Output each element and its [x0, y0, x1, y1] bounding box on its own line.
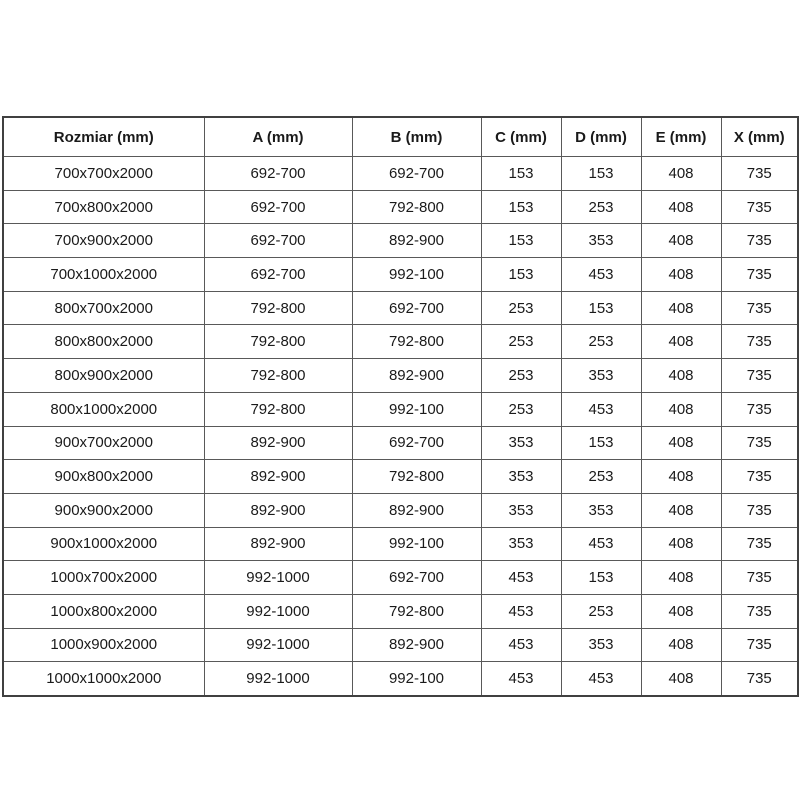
table-cell: 408: [641, 460, 721, 494]
table-cell: 735: [721, 291, 798, 325]
table-cell: 892-900: [352, 224, 481, 258]
table-cell: 792-800: [352, 325, 481, 359]
table-cell: 892-900: [204, 527, 352, 561]
column-header: A (mm): [204, 117, 352, 157]
table-cell: 692-700: [204, 157, 352, 191]
table-cell: 153: [561, 561, 641, 595]
table-cell: 1000x1000x2000: [3, 662, 204, 696]
table-cell: 353: [561, 359, 641, 393]
table-header: [3, 117, 798, 157]
table-cell: 735: [721, 426, 798, 460]
table-cell: 700x900x2000: [3, 224, 204, 258]
table-cell: 692-700: [204, 224, 352, 258]
table-cell: 408: [641, 359, 721, 393]
table-cell: 735: [721, 493, 798, 527]
table-cell: 735: [721, 527, 798, 561]
table-row: [3, 190, 798, 224]
table-row: [3, 628, 798, 662]
table-cell: 692-700: [352, 157, 481, 191]
table-cell: 992-100: [352, 258, 481, 292]
table-cell: 253: [561, 325, 641, 359]
table-cell: 735: [721, 325, 798, 359]
table-cell: 992-1000: [204, 662, 352, 696]
table-cell: 792-800: [204, 325, 352, 359]
column-header: E (mm): [641, 117, 721, 157]
table-cell: 408: [641, 594, 721, 628]
table-cell: 353: [561, 628, 641, 662]
table-cell: 353: [561, 493, 641, 527]
table-cell: 692-700: [204, 258, 352, 292]
table-cell: 900x900x2000: [3, 493, 204, 527]
table-cell: 992-100: [352, 527, 481, 561]
table-cell: 692-700: [352, 291, 481, 325]
column-header: X (mm): [721, 117, 798, 157]
table-cell: 800x1000x2000: [3, 392, 204, 426]
table-body: [3, 157, 798, 697]
column-header: Rozmiar (mm): [3, 117, 204, 157]
table-cell: 408: [641, 325, 721, 359]
table-cell: 892-900: [204, 493, 352, 527]
table-cell: 792-800: [204, 392, 352, 426]
table-row: [3, 224, 798, 258]
table-cell: 453: [481, 628, 561, 662]
table-cell: 735: [721, 392, 798, 426]
table-cell: 253: [561, 594, 641, 628]
header-row: [3, 117, 798, 157]
table-cell: 253: [481, 291, 561, 325]
table-cell: 1000x700x2000: [3, 561, 204, 595]
table-cell: 408: [641, 291, 721, 325]
table-cell: 353: [481, 493, 561, 527]
table-cell: 892-900: [352, 628, 481, 662]
dimensions-table: [2, 116, 799, 697]
table-cell: 792-800: [204, 359, 352, 393]
table-cell: 253: [481, 359, 561, 393]
column-header: C (mm): [481, 117, 561, 157]
table-row: [3, 359, 798, 393]
table-row: [3, 258, 798, 292]
table-cell: 992-100: [352, 392, 481, 426]
table-cell: 735: [721, 594, 798, 628]
table-cell: 408: [641, 392, 721, 426]
table-cell: 900x1000x2000: [3, 527, 204, 561]
table-row: [3, 561, 798, 595]
table-cell: 735: [721, 224, 798, 258]
table-cell: 735: [721, 359, 798, 393]
table-cell: 453: [561, 527, 641, 561]
table-cell: 453: [481, 662, 561, 696]
table-row: [3, 527, 798, 561]
table-cell: 735: [721, 157, 798, 191]
table-cell: 892-900: [204, 426, 352, 460]
table-cell: 253: [561, 190, 641, 224]
table-cell: 353: [481, 527, 561, 561]
table-row: [3, 392, 798, 426]
table-cell: 1000x900x2000: [3, 628, 204, 662]
table-cell: 735: [721, 460, 798, 494]
table-cell: 1000x800x2000: [3, 594, 204, 628]
table-cell: 900x700x2000: [3, 426, 204, 460]
table-cell: 992-1000: [204, 628, 352, 662]
table-cell: 735: [721, 190, 798, 224]
column-header: D (mm): [561, 117, 641, 157]
table-cell: 692-700: [204, 190, 352, 224]
table-cell: 153: [481, 190, 561, 224]
table-cell: 408: [641, 224, 721, 258]
table-cell: 900x800x2000: [3, 460, 204, 494]
table-row: [3, 426, 798, 460]
table-cell: 800x700x2000: [3, 291, 204, 325]
table-cell: 692-700: [352, 561, 481, 595]
table-cell: 153: [561, 426, 641, 460]
table-cell: 992-100: [352, 662, 481, 696]
table-row: [3, 325, 798, 359]
table-cell: 408: [641, 157, 721, 191]
table-cell: 735: [721, 662, 798, 696]
table-cell: 792-800: [352, 594, 481, 628]
table-cell: 253: [481, 392, 561, 426]
table-cell: 353: [481, 460, 561, 494]
table-cell: 892-900: [352, 493, 481, 527]
table-cell: 153: [561, 291, 641, 325]
table-row: [3, 662, 798, 696]
table-cell: 253: [561, 460, 641, 494]
table-cell: 153: [481, 258, 561, 292]
table-row: [3, 594, 798, 628]
table-cell: 792-800: [352, 460, 481, 494]
table-cell: 408: [641, 493, 721, 527]
table-cell: 353: [481, 426, 561, 460]
table-cell: 453: [481, 561, 561, 595]
table-cell: 800x900x2000: [3, 359, 204, 393]
table-cell: 735: [721, 561, 798, 595]
table-cell: 700x800x2000: [3, 190, 204, 224]
table-cell: 735: [721, 258, 798, 292]
table-cell: 408: [641, 258, 721, 292]
table-cell: 153: [481, 157, 561, 191]
table-cell: 408: [641, 662, 721, 696]
table-cell: 692-700: [352, 426, 481, 460]
table-cell: 453: [481, 594, 561, 628]
table-cell: 700x1000x2000: [3, 258, 204, 292]
table-cell: 453: [561, 258, 641, 292]
table-cell: 735: [721, 628, 798, 662]
table-row: [3, 157, 798, 191]
table-cell: 408: [641, 628, 721, 662]
column-header: B (mm): [352, 117, 481, 157]
table-cell: 453: [561, 662, 641, 696]
table-cell: 408: [641, 426, 721, 460]
table-row: [3, 291, 798, 325]
table-cell: 892-900: [204, 460, 352, 494]
table-cell: 253: [481, 325, 561, 359]
table-cell: 700x700x2000: [3, 157, 204, 191]
table-cell: 153: [481, 224, 561, 258]
table-cell: 408: [641, 561, 721, 595]
table-cell: 892-900: [352, 359, 481, 393]
table-cell: 800x800x2000: [3, 325, 204, 359]
table-cell: 992-1000: [204, 561, 352, 595]
table-cell: 408: [641, 190, 721, 224]
table-cell: 353: [561, 224, 641, 258]
table-cell: 792-800: [352, 190, 481, 224]
table-cell: 408: [641, 527, 721, 561]
table-cell: 453: [561, 392, 641, 426]
table-cell: 153: [561, 157, 641, 191]
table-cell: 792-800: [204, 291, 352, 325]
table-cell: 992-1000: [204, 594, 352, 628]
table-row: [3, 493, 798, 527]
table-row: [3, 460, 798, 494]
